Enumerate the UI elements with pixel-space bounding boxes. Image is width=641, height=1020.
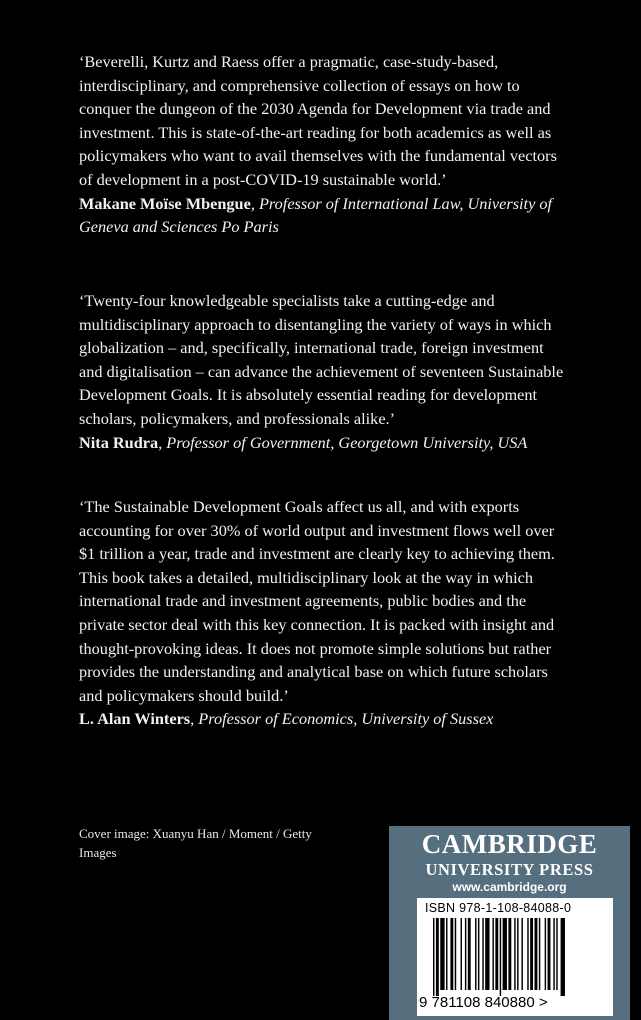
barcode-digits: 9 781108 840880 >: [419, 994, 548, 1011]
endorsement-text: ‘Beverelli, Kurtz and Raess offer a pragmatic, case-study-based, interdisciplinary, and comprehensive collection of essays on how to conquer the dungeon of the 2030 Agenda for Development via trade and investment. This is state-of-the-art reading for both academics as well as policymakers who want to avail themselves with the fundamental vectors of development in a post-COVID-19 sustainable world.’: [79, 52, 557, 189]
endorser-name: Nita Rudra: [79, 432, 159, 452]
endorser-name: L. Alan Winters: [79, 709, 191, 729]
endorsement-2: [79, 289, 563, 454]
endorser-role: , Professor of Economics, University of Sussex: [190, 709, 494, 729]
endorser-role: , Professor of International Law, University of: [250, 193, 553, 213]
publisher-url: www.cambridge.org: [452, 880, 567, 894]
endorsement-text: ‘The Sustainable Development Goals affect us all, and with exports accounting for over 30% of world output and investment flows well over $1 trillion a year, trade and investment are clearly key to achieving them. This book takes a detailed, multidisciplinary look at the way in which international trade and investment agreements, public bodies and the private sector deal with this key connection. It is packed with insight and thought-provoking ideas. It does not promote simple solutions but rather provides the understanding and analytical base on which future scholars and policymakers should build.’: [79, 497, 555, 705]
endorsement-attribution: [79, 707, 555, 731]
publisher-logo: CAMBRIDGE: [421, 829, 598, 859]
endorsement-text: ‘Twenty-four knowledgeable specialists take a cutting-edge and multidisciplinary approach to disentangling the variety of ways in which globalization – and, specifically, international trade, foreign investment and digitalisation – can advance the achievement of seventeen Sustainable Development Goals. It is absolutely essential reading for development scholars, policymakers, and professionals alike.’: [79, 291, 564, 428]
endorsement-1: [79, 50, 557, 239]
endorsement-attribution: [79, 192, 557, 239]
endorser-role-continued: Geneva and Sciences Po Paris: [79, 217, 279, 237]
publisher-subname: UNIVERSITY PRESS: [425, 860, 594, 879]
endorsement-attribution: [79, 431, 563, 455]
endorser-role: , Professor of Government, Georgetown University, USA: [158, 432, 528, 452]
barcode-icon: [433, 918, 607, 996]
endorser-name: Makane Moïse Mbengue: [79, 193, 251, 213]
publisher-panel: [389, 826, 630, 1020]
endorsement-3: [79, 495, 555, 731]
cover-image-credit: Cover image: Xuanyu Han / Moment / Getty Images: [79, 826, 312, 860]
barcode-box: [417, 898, 613, 1016]
isbn-label: ISBN 978-1-108-84088-0: [425, 901, 572, 915]
